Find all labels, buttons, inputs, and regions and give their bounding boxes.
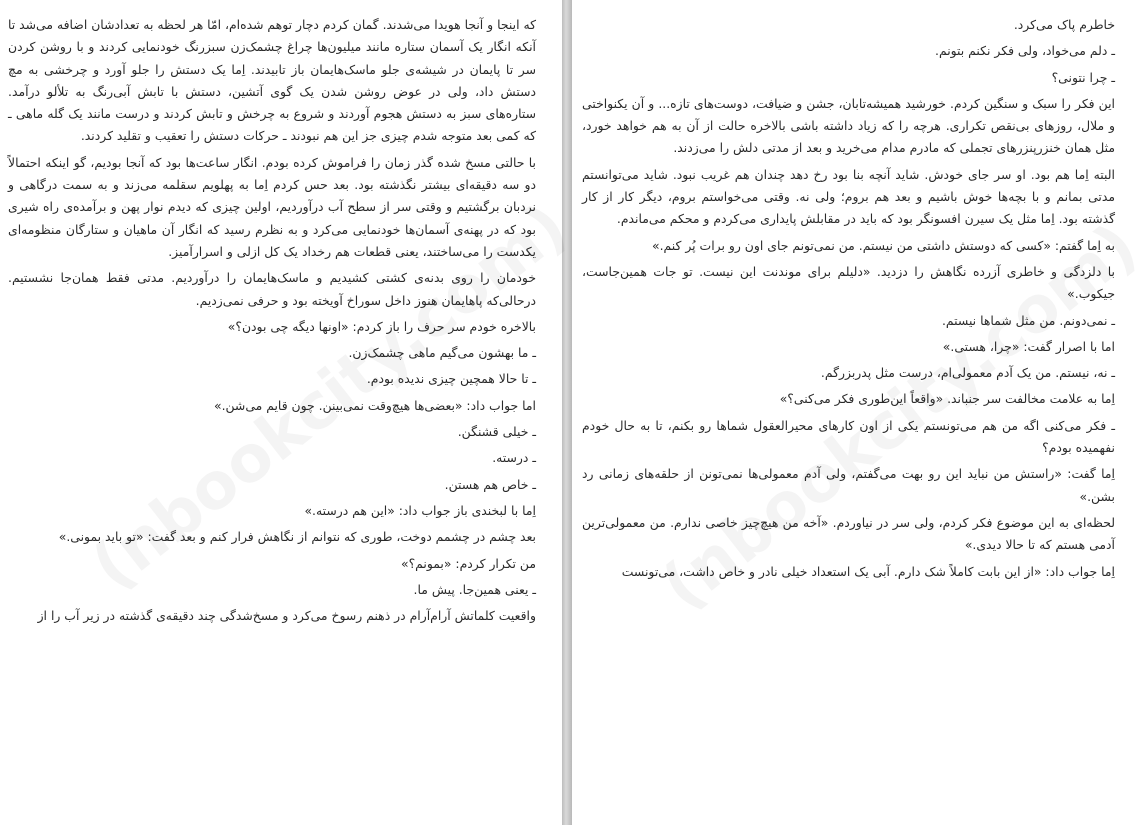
- paragraph: خاطرم پاک می‌کرد.: [1013, 17, 1115, 32]
- paragraph: ـ چرا نتونی؟: [1051, 69, 1115, 85]
- paragraph: بالاخره خودم سر حرف را باز کردم: «اونها دیگه چی بودن؟»: [227, 318, 536, 334]
- paragraph: اِما با لبخندی باز جواب داد: «این هم درسته.»: [304, 502, 536, 518]
- paragraph: ـ درسته.: [492, 450, 536, 466]
- paragraph: البته اِما هم بود. او سر جای خودش. شاید آنچه بنا بود رخ دهد چندان هم غریب نبود. شاید می‌توانستم مدتی بمانم و با بچه‌ها خوش باشیم و بعد هم بروم؛ ولی نه. وقتی می‌خواستم بروم، دیگر کار از کار گذشته بود. اِما مثل یک سیرن افسونگر بود که باید در مقابلش پایداری می‌کردم و محکم می‌ماندم.: [582, 166, 1115, 227]
- paragraph: ـ خاص هم هستن.: [444, 476, 536, 492]
- right-page: [572, 0, 1135, 825]
- paragraph: این فکر را سبک و سنگین کردم. خورشید همیشه‌تابان، جشن و ضیافت، دوست‌های تازه... و آن یکنواختی و ملال، روزهای بی‌نقص تکراری. هرچه را که زیاد داشته باشی بالاخره حالت از آن به هم خواهد خورد، مثل همان خنزرپنزرهای تجملی که مادرم مدام می‌خرید و بعد از مدتی دلش را می‌زدند.: [582, 95, 1115, 156]
- paragraph: اِما گفت: «راستش من نباید این رو بهت می‌گفتم، ولی آدم معمولی‌ها نمی‌تونن از حلقه‌های زمانی رد بشن.»: [582, 466, 1115, 504]
- paragraph: با حالتی مسخ شده گذر زمان را فراموش کرده بودم. انگار ساعت‌ها بود که آنجا بودیم، گو اینکه احتمالاً دو سه دقیقه‌ای بیشتر نگذشته بود. بعد حس کردم اِما به پهلویم سقلمه می‌زند و به سمت درگاهی و نردبان برگشتیم و وقتی سر از سطح آب درآوردیم، اولین چیزی که دیدم نوار پهن و برآمده‌ی راه شیری بود که در پهنه‌ی آسمان‌ها خودنمایی می‌کرد و به نظرم رسید که انگار آن ماهیان و ستارگان منظومه‌ای یکدست را می‌ساختند، یعنی قطعات هم رخداد یک کل ازلی و اسرارآمیز.: [8, 154, 536, 259]
- paragraph: لحظه‌ای به این موضوع فکر کردم، ولی سر در نیاوردم. «آخه من هیچ‌چیز خاصی ندارم. من معمولی‌ترین آدمی هستم که تا حالا دیدی.»: [582, 514, 1115, 553]
- right-page-text: [582, 14, 1115, 583]
- paragraph: به اِما گفتم: «کسی که دوستش داشتی من نیستم. من نمی‌تونم جای اون رو برات پُر کنم.»: [651, 237, 1115, 253]
- left-page: [0, 0, 562, 825]
- paragraph: که اینجا و آنجا هویدا می‌شدند. گمان کردم دچار توهم شده‌ام، امّا هر لحظه به تعدادشان اضافه می‌شد تا آنکه انگار یک آسمان ستاره مانند میلیون‌ها چراغ چشمک‌زن سبزرنگ خودنمایی کردند و با روشن کردن سر تا پایمان در شیشه‌ی جلو ماسک‌هایمان باز تابیدند. اِما یک دستش را جلو آورد و چرخشی به مچ دستش داد، ولی در عوض روشن شدن یک گوی آتشین، دستش با تابش آبی‌رنگ به تلألو درآمد. ستاره‌های سبز به دستش هجوم آوردند و شروع به چرخش و تابش کردند و درست مانند یک گله ماهی ـ که کمی بعد متوجه شدم چیزی جز این هم نبودند ـ حرکات دستش را تعقیب و تقلید کردند.: [8, 17, 536, 144]
- paragraph: ـ نه، نیستم. من یک آدم معمولی‌ام، درست مثل پدربزرگم.: [820, 365, 1115, 381]
- left-page-text: [8, 14, 536, 627]
- paragraph: اِما به علامت مخالفت سر جنباند. «واقعاً این‌طوری فکر می‌کنی؟»: [779, 391, 1115, 407]
- paragraph: واقعیت کلماتش آرام‌آرام در ذهنم رسوخ می‌کرد و مسخ‌شدگی چند دقیقه‌ی گذشته در زیر آب را از: [37, 608, 536, 624]
- paragraph: اما با اصرار گفت: «چرا، هستی.»: [942, 338, 1115, 354]
- page-gutter: [562, 0, 572, 825]
- paragraph: ـ نمی‌دونم. من مثل شماها نیستم.: [941, 312, 1115, 328]
- paragraph: من تکرار کردم: «بمونم؟»: [401, 555, 536, 571]
- paragraph: ـ ما بهشون می‌گیم ماهی چشمک‌زن.: [348, 345, 536, 361]
- paragraph: ـ فکر می‌کنی اگه من هم می‌تونستم یکی از اون کارهای محیرالعقول شماها رو بکنم، تا به حال خودم نفهمیده بودم؟: [582, 417, 1115, 456]
- paragraph: ـ تا حالا همچین چیزی ندیده بودم.: [366, 371, 536, 387]
- paragraph: اِما جواب داد: «از این بابت کاملاً شک دارم. آبی یک استعداد خیلی نادر و خاص داشت، می‌تونست: [621, 563, 1115, 579]
- paragraph: ـ یعنی همین‌جا. پیش ما.: [413, 581, 536, 597]
- paragraph: بعد چشم در چشمم دوخت، طوری که نتوانم از نگاهش فرار کنم و بعد گفت: «تو باید بمونی.»: [58, 529, 536, 545]
- paragraph: با دلزدگی و خاطری آزرده نگاهش را دزدید. «دلیلم برای موندنت این نیست. تو جات همین‌جاست، جیکوب.»: [582, 263, 1115, 302]
- paragraph: ـ خیلی قشنگن.: [457, 424, 536, 440]
- paragraph: اما جواب داد: «بعضی‌ها هیچ‌وقت نمی‌بینن. چون قایم می‌شن.»: [213, 397, 536, 413]
- paragraph: خودمان را روی بدنه‌ی کشتی کشیدیم و ماسک‌هایمان را درآوردیم. مدتی فقط همان‌جا نشستیم. درحالی‌که پاهایمان هنوز داخل سوراخ آویخته بود و حرفی نمی‌زدیم.: [8, 270, 536, 308]
- paragraph: ـ دلم می‌خواد، ولی فکر نکنم بتونم.: [935, 43, 1115, 59]
